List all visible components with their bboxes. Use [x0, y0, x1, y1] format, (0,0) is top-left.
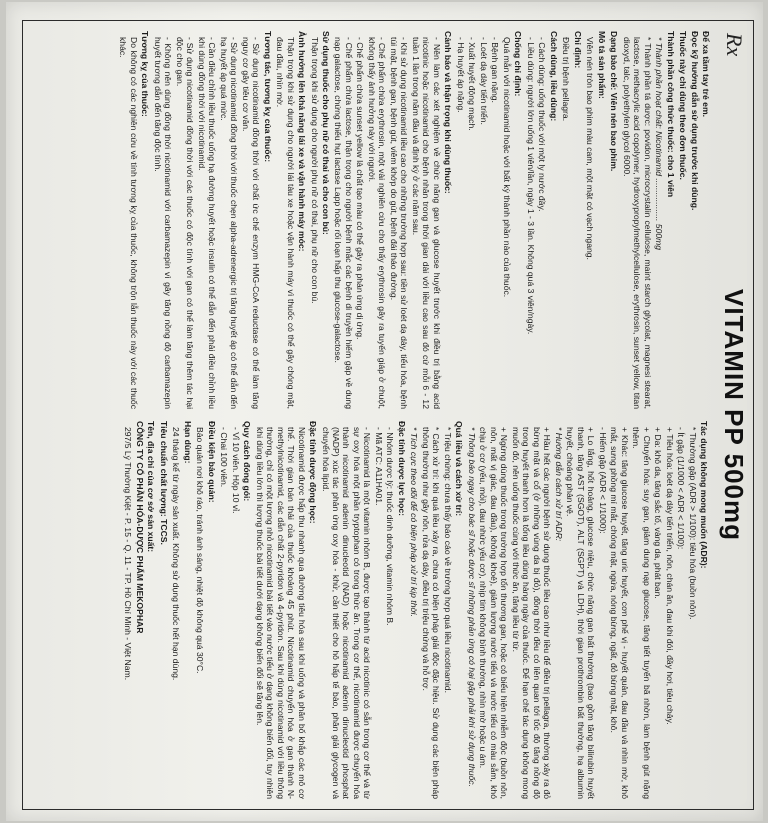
leaflet-paragraph: Cảnh báo và thận trọng khi dùng thuốc:: [443, 31, 454, 194]
leaflet-paragraph: Tiêu chuẩn chất lượng: TCCS.: [158, 421, 169, 545]
leaflet-paper: [6, 2, 763, 821]
leaflet-paragraph: - Nicotinamid là một vitamin nhóm B, được tạo thành từ acid nicotinic có sẵn trong cơ thể và từ sự oxy hóa một phần tryptophan có trong thức ăn. Trong cơ thể, nicotinamid được chuyển hóa thành nicotinamid adenin dinucleotid (NAD) hoặc nicotinamid adenin dinucleotid phosphat (NADP) xúc tác phản ứng oxy hóa - khử, cần thiết cho hô hấp tế bào, phân giải glycogen và chuyển hóa lipid.: [320, 427, 373, 799]
leaflet-paragraph: Đặc tính dược lực học:: [396, 421, 407, 516]
leaflet-paragraph: - Chế phẩm chứa sunset yellow là chất tạo màu có thể gây ra phản ứng dị ứng.: [355, 37, 366, 340]
product-title: VITAMIN PP 500mg: [719, 289, 749, 541]
leaflet-paragraph: Cách dùng, liều dùng:: [548, 31, 559, 122]
leaflet-paragraph: + Lo lắng, hốt hoảng, glucose niệu, chức năng gan bất thường (bao gồm tăng bilirubin huyết thanh, tăng AST (SGOT), ALT (SGPT) và LDH), thời gian prothrombin bất thường, hạ albumin huyết, choáng phản vệ.: [565, 427, 597, 799]
rx-symbol: Rx: [722, 33, 747, 57]
right-column: [29, 421, 711, 799]
leaflet-paragraph: Mô tả sản phẩm:: [596, 31, 607, 99]
leaflet-paragraph: + Tiêu hóa: loét dạ dày tiến triển, nôn, chán ăn, đau khi đói, đầy hơi, tiêu chảy.: [664, 427, 675, 725]
leaflet-paragraph: - Vỉ 10 viên. Hộp 10 vỉ.: [230, 427, 241, 514]
leaflet-paragraph: * Thành phần tá dược: povidon, microcrystalin cellulose, maint starch glycolat, magnesi stearat, lactose, methacrylic acid copolymer, hydroxypropylmethylcellulose, erythrosin, sunset yellow, titan dioxyd, talc, polyethylen glycol 6000.: [621, 37, 653, 409]
leaflet-paragraph: Thành phần công thức thuốc: cho 1 viên: [665, 31, 676, 198]
leaflet-paragraph: Tương kỵ của thuốc:: [140, 31, 151, 117]
leaflet-paragraph: - Chai 100 viên.: [219, 427, 230, 488]
leaflet-border: [22, 20, 754, 810]
leaflet-paragraph: Quá liều và cách xử trí:: [454, 421, 465, 517]
leaflet-paragraph: Quy cách đóng gói:: [242, 421, 253, 502]
leaflet-paragraph: Viên nén tròn bao phim màu cam, một mặt có vạch ngang.: [585, 37, 596, 260]
text-columns: [29, 31, 711, 799]
leaflet-paragraph: - Nên làm các xét nghiệm về chức năng gan và glucose huyết trước khi điều trị bằng acid nicotinic hoặc nicotinamid cho bệnh nhân trong thời gian dài với liều cao sau đó cứ mỗi 6 - 12 tuần 1 lần trong năm đầu và định kỳ ở các năm sau.: [410, 37, 442, 409]
leaflet-paragraph: Sử dụng thuốc cho phụ nữ có thai và cho con bú:: [321, 31, 332, 235]
leaflet-paragraph: Thuốc này chỉ dùng theo đơn thuốc.: [678, 31, 689, 180]
leaflet-paragraph: * Thông báo ngay cho bác sĩ hoặc dược sĩ những phản ứng có hại gặp phải khi sử dụng thuốc.: [466, 427, 477, 787]
leaflet-paragraph: * Hướng dẫn cách xử trí ADR:: [553, 427, 564, 542]
leaflet-paragraph: Đặc tính dược động học:: [308, 421, 319, 524]
leaflet-paragraph: - Chế phẩm chứa erythrosin, một vài nghiên cứu cho thấy erythrosin gây ra tuyến giáp ở chuột, không thấy ảnh hưởng này với người.: [366, 37, 388, 409]
leaflet-paragraph: Thận trọng khi sử dụng cho người phụ nữ có thai, phụ nữ cho con bú.: [309, 37, 320, 304]
left-column: [29, 31, 711, 409]
leaflet-paragraph: + Chuyển hóa: suy gan, giảm dung nạp glucose, tăng tiết tuyến bã nhờn, làm bệnh gút nặng thêm.: [631, 427, 652, 799]
leaflet-paragraph: + Hầu hết các người bệnh sử dụng thuốc liều cao như liều để điều trị pellagra, thường xảy ra đỏ bừng mặt và cổ (ở những vùng da bị đỏ), đồng thời đều có liên quan tới tốc độ tăng nồng độ trong huyết thanh hơn là tổng liều dùng hàng ngày của thuốc. Để hạn chế tác dụng không mong muốn đó, nên uống thuốc cùng với thức ăn, tăng liều từ từ.: [510, 427, 553, 799]
leaflet-paragraph: - Sử dụng nicotinamid đồng thời với chất ức chế enzym HMG-CoA reductase có thể làm tăng nguy cơ gây tiêu cơ vân.: [240, 37, 262, 409]
leaflet-paragraph: - Hiếm gặp (ADR < 1/1000):: [597, 427, 608, 534]
leaflet-paragraph: - Nhóm dược lý: thuốc dinh dưỡng, vitamin nhóm B.: [385, 427, 396, 626]
leaflet-paragraph: - Chế phẩm chứa lactose, thận trọng cho người bệnh mắc các bệnh di truyền hiếm gặp về dung nạp galactose, chứng thiếu hụt lactase Lapp hoặc rối loạn hấp thu glucose-galactose.: [333, 37, 354, 409]
leaflet-paragraph: * Tích cực theo dõi để có biện pháp xử trí kịp thời.: [409, 427, 420, 617]
leaflet-paragraph: Hạn dùng:: [182, 421, 193, 464]
leaflet-paragraph: Để xa tầm tay trẻ em.: [701, 31, 711, 117]
leaflet-paragraph: - Hạ huyết áp nặng.: [455, 37, 466, 113]
leaflet-paragraph: + Khác: tăng glucose huyết, tăng uric huyết, cơn phế vị - huyết quản, đau đầu và nhìn mờ, khô mắt, sưng phồng mí mắt, chóng mặt, ngứa, nóng bừng, ngất, đỏ bừng mặt, khô.: [609, 427, 630, 799]
leaflet-paragraph: CÔNG TY CỔ PHẦN HÓA-DƯỢC PHẨM MEKOPHAR: [134, 421, 145, 634]
leaflet-paragraph: Chỉ định:: [572, 31, 583, 69]
leaflet-paragraph: * Triệu chứng: chưa thấy báo cáo về trường hợp quá liều nicotinamid.: [442, 427, 453, 693]
leaflet-paragraph: - Liều dùng: người lớn uống 1 viên/lần, ngày 1 - 3 lần. Không quá 3 viên/ngày.: [525, 37, 536, 335]
leaflet-paragraph: 24 tháng kể từ ngày sản xuất. Không sử dụng thuốc hết hạn dùng.: [171, 427, 182, 681]
leaflet-paragraph: Điều kiện bảo quản:: [206, 421, 217, 503]
leaflet-paragraph: 297/5 Lý Thường Kiệt - P. 15 - Q. 11 - TP. Hồ Chí Minh - Việt Nam.: [123, 427, 134, 681]
leaflet-paragraph: Do không có các nghiên cứu về tính tương kỵ của thuốc, không trộn lẫn thuốc này với các thuốc khác.: [118, 37, 139, 409]
leaflet-paragraph: - Cách dùng: uống thuốc với một ly nước đầy.: [537, 37, 548, 212]
leaflet-paragraph: * Cách xử trí: khi quá liều xảy ra, chưa có biện pháp giải độc đặc hiệu. Sử dụng các biện pháp thông thường như gây nôn, rửa dạ dày, điều trị triệu chứng và hỗ trợ.: [420, 427, 442, 799]
leaflet-paragraph: Thận trọng khi sử dụng cho người lái tàu xe hoặc vận hành máy vì thuốc có thể gây chóng mặt, đau đầu, nhìn mờ.: [275, 37, 296, 409]
leaflet-paragraph: Ảnh hưởng lên khả năng lái xe và vận hành máy móc:: [297, 31, 308, 252]
leaflet-paragraph: Điều trị bệnh pellagra.: [561, 37, 572, 122]
leaflet-paragraph: - Bệnh gan nặng.: [490, 37, 501, 103]
leaflet-paragraph: + Da: khô da, tăng sắc tố, vàng da, phát ban.: [653, 427, 664, 599]
leaflet-paragraph: - Xuất huyết động mạch.: [467, 37, 478, 131]
leaflet-paragraph: Tên, địa chỉ của cơ sở sản xuất:: [146, 421, 157, 553]
leaflet-paragraph: - Sử dụng nicotinamid đồng thời với các thuốc có độc tính với gan có thể làm tăng thêm tác hại độc cho gan.: [174, 37, 196, 409]
leaflet-paragraph: Quá mẫn với nicotinamid hoặc với bất kỳ thành phần nào của thuốc.: [501, 37, 512, 298]
leaflet-paragraph: * Thường gặp (ADR > 1/100): tiêu hóa (buồn nôn).: [687, 427, 698, 620]
leaflet-paragraph: Dạng bào chế: Viên nén bao phim.: [609, 31, 620, 172]
leaflet-paragraph: - Mã ATC: A11HA01.: [373, 427, 384, 506]
leaflet-paragraph: - Không nên dùng đồng thời nicotinamid với carbamazepin vì gây tăng nồng độ carbamazepin huyết tương dẫn đến tăng độc tính.: [152, 37, 174, 409]
leaflet-paragraph: Chống chỉ định:: [513, 31, 524, 97]
leaflet-paragraph: Nicotinamid được hấp thu nhanh qua đường tiêu hóa sau khi uống và phân bố khắp các mô cơ thể. Thời gian bán thải của thuốc khoảng 45 phút. Nicotinamid chuyển hóa ở gan thành N-methylnicotinamid, các dẫn chất 2-pyridon và 4-pyridon. Sau khi dùng nicotinamid với liều thông thường, chỉ có một lượng nhỏ nicotinamid bài tiết vào nước tiểu ở dạng không biến đổi, tuy nhiên khi dùng liều lớn thì lượng thuốc bài tiết dưới dạng không biến đổi sẽ tăng lên.: [254, 427, 307, 799]
leaflet-paragraph: * Thành phần hoạt chất: Nicotinamid .................. 500mg: [654, 37, 665, 251]
rotated-leaflet-content: [23, 21, 753, 809]
leaflet-paragraph: - Khi sử dụng nicotinamid liều cao cho những trường hợp sau: tiền sử loét dạ dày, tiểu hóa, bệnh túi mật, bệnh gan, bệnh gút, viêm khớp do gút, bệnh đái tháo đường.: [388, 37, 410, 409]
leaflet-paragraph: - Ít gặp (1/1000 < ADR < 1/100):: [676, 427, 687, 550]
leaflet-paragraph: Tác dụng không mong muốn (ADR):: [699, 421, 709, 569]
leaflet-paragraph: - Loét dạ dày tiến triển.: [478, 37, 489, 125]
leaflet-paragraph: - Cần điều chỉnh liều thuốc uống hạ đường huyết hoặc insulin có thể dẫn đến phải điều chỉnh liều khi dùng đồng thời với nicotinamid.: [196, 37, 218, 409]
leaflet-paragraph: + Ngừng dùng thuốc trong trường hợp tổn thương gan, hoặc có biểu hiện nhiễm độc (buồn nôn, nôn, mất vị giác, đau đầu), không khoẻ), giảm lượng nước tiểu và nước tiểu có màu sẫm, khó chịu ở cơ (yếu, mỏi), đau nhức yếu cơ), nhịp tim không bình thường, nhìn mờ hoặc u ám.: [478, 427, 510, 799]
leaflet-paragraph: Bảo quản nơi khô ráo, tránh ánh sáng, nhiệt độ không quá 30°C.: [195, 427, 206, 674]
leaflet-paragraph: Tương tác, tương kỵ của thuốc:: [262, 31, 273, 163]
leaflet-paragraph: - Sử dụng nicotinamid đồng thời với thuốc chẹn alpha-adrenergic trị tăng huyết áp có thể dẫn đến hạ huyết áp quá mức.: [218, 37, 240, 409]
leaflet-paragraph: Đọc kỹ hướng dẫn sử dụng trước khi dùng.: [689, 31, 700, 211]
